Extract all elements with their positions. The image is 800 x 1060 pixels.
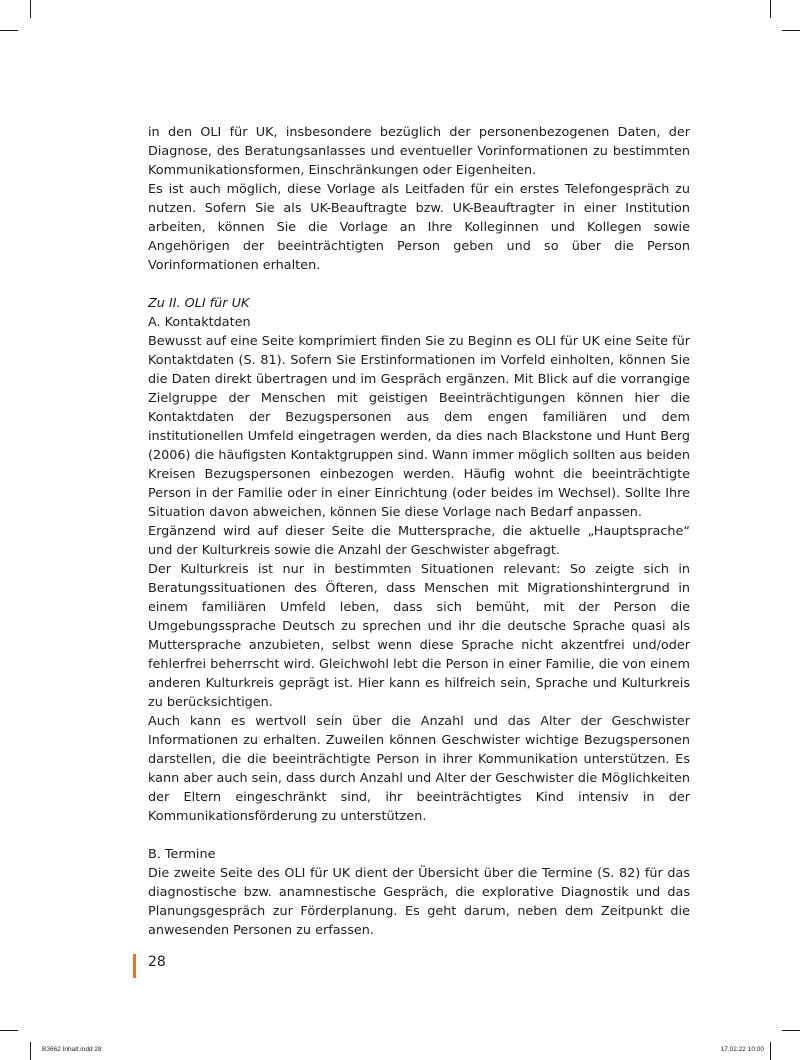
crop-mark <box>0 1030 18 1031</box>
paragraph-gap <box>148 826 690 845</box>
crop-mark <box>30 1042 31 1060</box>
print-slug-date: 17.02.22 10:00 <box>720 1046 764 1053</box>
body-paragraph: Bewusst auf eine Seite komprimiert finden Sie zu Beginn es OLI für UK eine Seite für Kontaktdaten (S. 81). Sofern Sie Erstinformationen im Vorfeld einholten, können Sie die Daten direkt übertragen und im Gespräch ergänzen. Mit Blick auf die vorrangige Zielgruppe der Menschen mit geistigen Beeinträchtigungen können hier die Kontaktdaten der Bezugspersonen aus dem engen familiären und dem institutionellen Umfeld eingetragen werden, da dies nach Blackstone und Hunt Berg (2006) die häufigsten Kontaktgruppen sind. Wann immer möglich sollten aus beiden Kreisen Bezugspersonen einbezogen werden. Häufig wohnt die beeinträchtigte Person in der Familie oder in einer Einrichtung (oder beides im Wechsel). Sollte Ihre Situation davon abweichen, können Sie diese Vorlage nach Bedarf anpassen. <box>148 334 690 520</box>
crop-mark <box>770 1042 771 1060</box>
subsection-title: A. Kontaktdaten <box>148 315 251 330</box>
page-number-accent-bar <box>133 954 136 978</box>
body-paragraph: in den OLI für UK, insbesondere bezüglich der personenbezogenen Daten, der Diagnose, des Beratungsanlasses und eventueller Vorinformationen zu bestimmten Kommunikationsformen, Einschränkungen oder Eigenheiten. <box>148 125 690 178</box>
body-paragraph: Der Kulturkreis ist nur in bestimmten Situationen relevant: So zeigte sich in Beratungssituationen des Öfteren, dass Menschen mit Migrationshintergrund in einem familiären Umfeld leben, dass sich bemüht, mit der Person die Umgebungssprache Deutsch zu sprechen und ihr die deutsche Sprache quasi als Muttersprache anzubieten, selbst wenn diese Sprache nicht akzentfrei und/oder fehlerfrei beherrscht wird. Gleichwohl lebt die Person in einer Familie, die von einem anderen Kulturkreis geprägt ist. Hier kann es hilfreich sein, Sprache und Kulturkreis zu berücksichtigen. <box>148 562 690 710</box>
body-paragraph: Die zweite Seite des OLI für UK dient der Übersicht über die Termine (S. 82) für das diagnostische bzw. anamnestische Gespräch, die explorative Diagnostik und das Planungsgespräch zur Förderplanung. Es geht darum, neben dem Zeitpunkt die anwesenden Personen zu erfassen. <box>148 866 690 938</box>
body-paragraph: Auch kann es wertvoll sein über die Anzahl und das Alter der Geschwister Informationen zu erhalten. Zuweilen können Geschwister wichtige Bezugspersonen darstellen, die die beeinträchtigte Person in ihrer Kommunikation unterstützen. Es kann aber auch sein, dass durch Anzahl und Alter der Geschwister die Möglichkeiten der Eltern eingeschränkt sind, ihr beeinträchtigtes Kind intensiv in der Kommunikationsförderung zu unterstützen. <box>148 714 690 824</box>
subsection-title: B. Termine <box>148 847 216 862</box>
section-heading-text: Zu II. OLI für UK <box>148 296 250 311</box>
section-heading <box>148 294 690 313</box>
body-paragraph: Es ist auch möglich, diese Vorlage als Leitfaden für ein erstes Telefongespräch zu nutzen. Sofern Sie als UK-Beauftragte bzw. UK-Beauftragter in einer Institution arbeiten, können Sie die Vorlage an Ihre Kolleginnen und Kollegen sowie Angehörigen der beeinträchtigten Person geben und so über die Person Vorinformationen erhalten. <box>148 182 690 273</box>
body-paragraph: Ergänzend wird auf dieser Seite die Muttersprache, die aktuelle „Hauptsprache“ und der Kulturkreis sowie die Anzahl der Geschwister abgefragt. <box>148 524 690 558</box>
paragraph-gap <box>148 275 690 294</box>
crop-mark <box>782 1030 800 1031</box>
page-number: 28 <box>148 954 166 970</box>
crop-mark <box>770 0 771 18</box>
print-slug-file: B3662 Inhalt.indd 28 <box>42 1046 102 1053</box>
crop-mark <box>0 30 18 31</box>
crop-mark <box>782 30 800 31</box>
crop-mark <box>30 0 31 18</box>
page-body <box>148 123 690 940</box>
